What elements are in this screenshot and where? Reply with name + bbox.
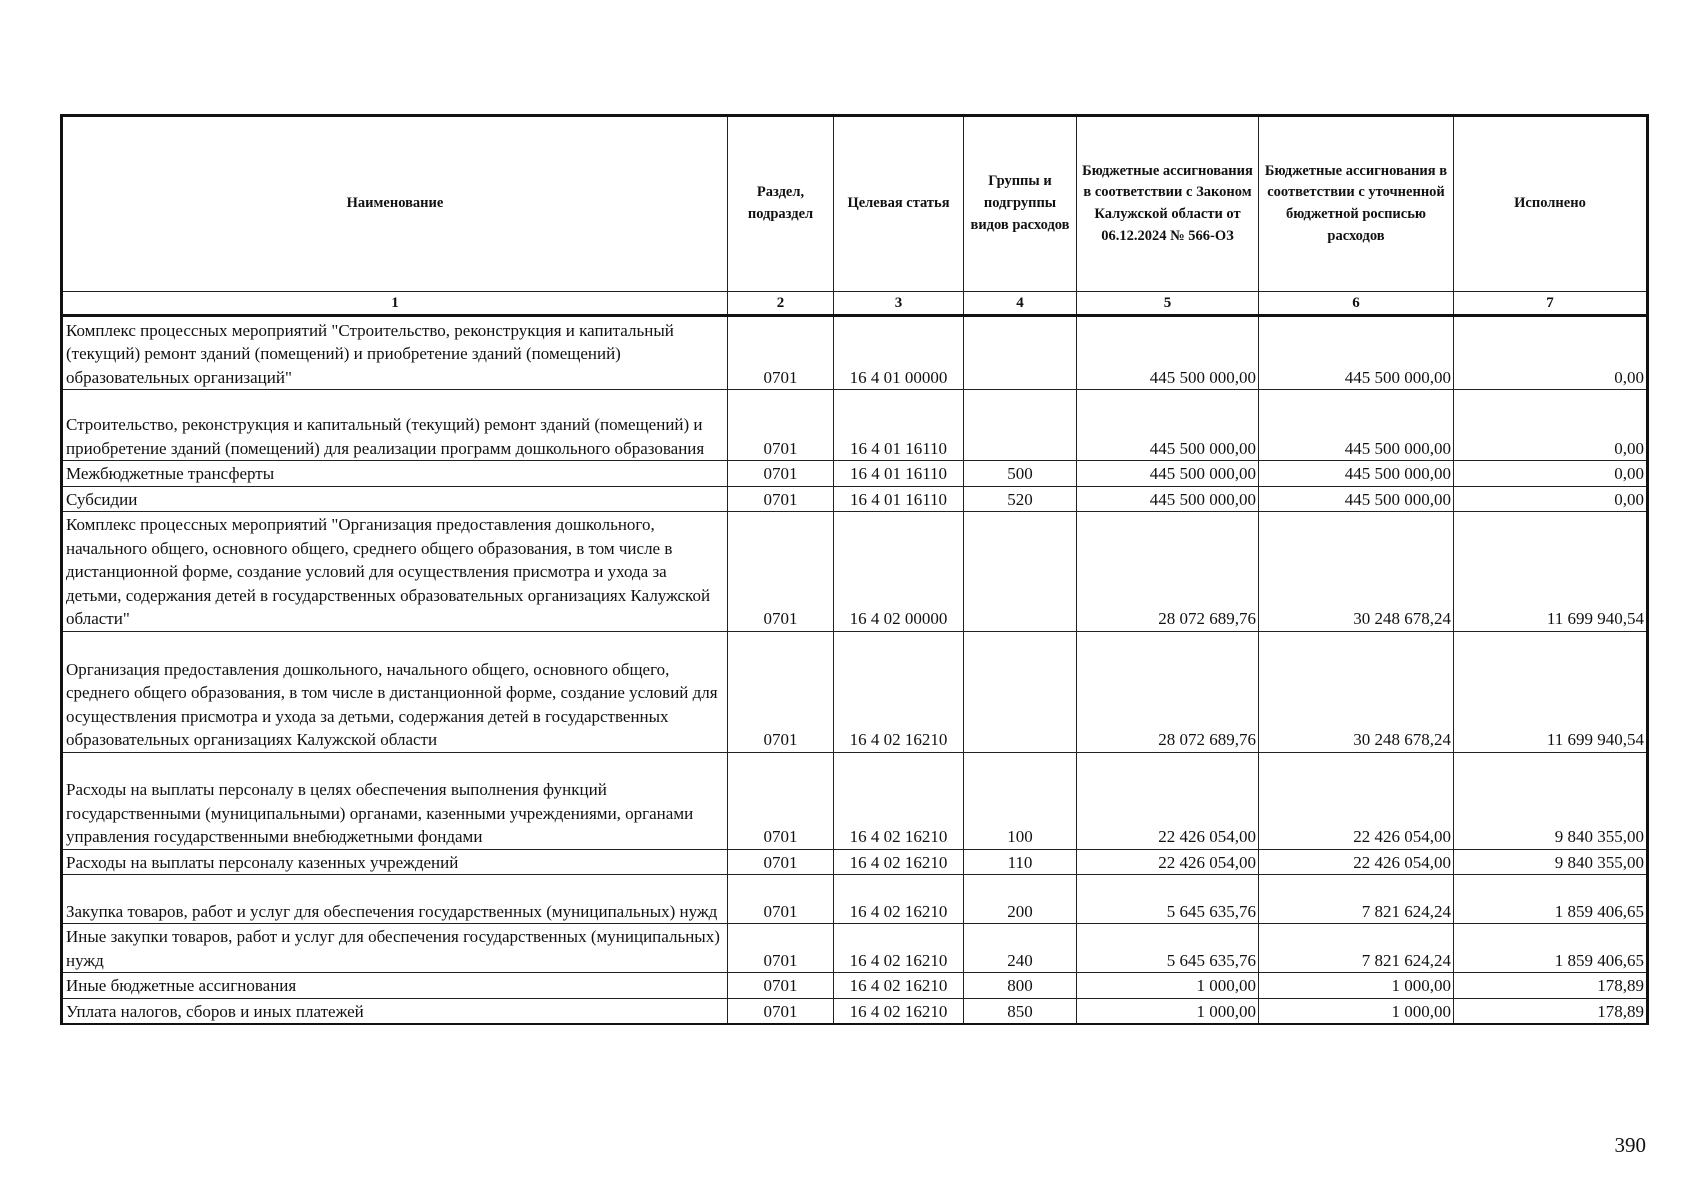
row-refined-amount: 30 248 678,24 xyxy=(1259,512,1454,632)
column-number: 6 xyxy=(1259,292,1454,316)
table-row xyxy=(62,486,1648,512)
row-target-article: 16 4 02 00000 xyxy=(834,512,964,632)
row-expense-group: 200 xyxy=(964,875,1077,924)
row-expense-group: 800 xyxy=(964,973,1077,999)
row-section: 0701 xyxy=(728,631,834,752)
column-number: 1 xyxy=(62,292,728,316)
row-expense-group: 850 xyxy=(964,998,1077,1024)
row-refined-amount: 445 500 000,00 xyxy=(1259,316,1454,390)
row-law-amount: 22 426 054,00 xyxy=(1077,849,1259,875)
row-section: 0701 xyxy=(728,998,834,1024)
row-law-amount: 445 500 000,00 xyxy=(1077,316,1259,390)
row-executed-amount: 1 859 406,65 xyxy=(1454,924,1648,973)
row-name: Строительство, реконструкция и капитальный (текущий) ремонт зданий (помещений) и приобретение зданий (помещений) для реализации программ дошкольного образования xyxy=(62,390,728,461)
row-executed-amount: 0,00 xyxy=(1454,486,1648,512)
row-section: 0701 xyxy=(728,849,834,875)
table-row xyxy=(62,461,1648,487)
row-expense-group xyxy=(964,316,1077,390)
row-target-article: 16 4 01 00000 xyxy=(834,316,964,390)
row-law-amount: 5 645 635,76 xyxy=(1077,924,1259,973)
row-section: 0701 xyxy=(728,924,834,973)
row-expense-group xyxy=(964,390,1077,461)
header-refined-allocations: Бюджетные ассигнования в соответствии с уточненной бюджетной росписью расходов xyxy=(1259,116,1454,292)
row-name: Иные бюджетные ассигнования xyxy=(62,973,728,999)
row-law-amount: 445 500 000,00 xyxy=(1077,486,1259,512)
row-target-article: 16 4 01 16110 xyxy=(834,390,964,461)
row-expense-group: 240 xyxy=(964,924,1077,973)
row-executed-amount: 0,00 xyxy=(1454,390,1648,461)
row-law-amount: 1 000,00 xyxy=(1077,973,1259,999)
header-target-article: Целевая статья xyxy=(834,116,964,292)
table-row xyxy=(62,631,1648,752)
row-target-article: 16 4 02 16210 xyxy=(834,924,964,973)
row-name: Субсидии xyxy=(62,486,728,512)
row-refined-amount: 1 000,00 xyxy=(1259,973,1454,999)
row-name: Расходы на выплаты персоналу в целях обеспечения выполнения функций государственными (муниципальными) органами, казенными учреждениями, органами управления государственными внебюджетными фондами xyxy=(62,752,728,849)
table-row xyxy=(62,973,1648,999)
row-refined-amount: 445 500 000,00 xyxy=(1259,486,1454,512)
table-row xyxy=(62,998,1648,1024)
row-target-article: 16 4 02 16210 xyxy=(834,973,964,999)
row-executed-amount: 11 699 940,54 xyxy=(1454,631,1648,752)
table-row xyxy=(62,849,1648,875)
row-section: 0701 xyxy=(728,512,834,632)
row-executed-amount: 0,00 xyxy=(1454,461,1648,487)
row-target-article: 16 4 01 16110 xyxy=(834,461,964,487)
row-law-amount: 22 426 054,00 xyxy=(1077,752,1259,849)
row-section: 0701 xyxy=(728,486,834,512)
row-section: 0701 xyxy=(728,390,834,461)
row-law-amount: 1 000,00 xyxy=(1077,998,1259,1024)
header-law-allocations: Бюджетные ассигнования в соответствии с Законом Калужской области от 06.12.2024 № 566-ОЗ xyxy=(1077,116,1259,292)
row-expense-group xyxy=(964,512,1077,632)
row-target-article: 16 4 01 16110 xyxy=(834,486,964,512)
row-expense-group: 520 xyxy=(964,486,1077,512)
row-law-amount: 445 500 000,00 xyxy=(1077,390,1259,461)
column-number: 7 xyxy=(1454,292,1648,316)
row-name: Межбюджетные трансферты xyxy=(62,461,728,487)
row-section: 0701 xyxy=(728,875,834,924)
row-refined-amount: 445 500 000,00 xyxy=(1259,390,1454,461)
row-section: 0701 xyxy=(728,973,834,999)
row-refined-amount: 30 248 678,24 xyxy=(1259,631,1454,752)
row-law-amount: 445 500 000,00 xyxy=(1077,461,1259,487)
header-executed: Исполнено xyxy=(1454,116,1648,292)
row-executed-amount: 9 840 355,00 xyxy=(1454,849,1648,875)
budget-execution-table xyxy=(60,114,1649,1025)
table-row xyxy=(62,316,1648,390)
row-name: Комплекс процессных мероприятий "Организация предоставления дошкольного, начального общего, основного общего, среднего общего образования, в том числе в дистанционной форме, создание условий для осуществления присмотра и ухода за детьми, содержания детей в государственных образовательных организациях Калужской области" xyxy=(62,512,728,632)
row-section: 0701 xyxy=(728,461,834,487)
row-target-article: 16 4 02 16210 xyxy=(834,875,964,924)
row-name: Организация предоставления дошкольного, начального общего, основного общего, среднего общего образования, в том числе в дистанционной форме, создание условий для осуществления присмотра и ухода за детьми, содержания детей в государственных образовательных организациях Калужской области xyxy=(62,631,728,752)
page-number: 390 xyxy=(1614,1133,1646,1157)
row-target-article: 16 4 02 16210 xyxy=(834,998,964,1024)
header-row xyxy=(62,116,1648,292)
row-refined-amount: 7 821 624,24 xyxy=(1259,924,1454,973)
row-target-article: 16 4 02 16210 xyxy=(834,849,964,875)
header-section: Раздел, подраздел xyxy=(728,116,834,292)
row-executed-amount: 178,89 xyxy=(1454,998,1648,1024)
column-number: 3 xyxy=(834,292,964,316)
row-expense-group: 500 xyxy=(964,461,1077,487)
row-target-article: 16 4 02 16210 xyxy=(834,752,964,849)
row-refined-amount: 7 821 624,24 xyxy=(1259,875,1454,924)
column-number: 4 xyxy=(964,292,1077,316)
table-row xyxy=(62,512,1648,632)
column-number-row xyxy=(62,292,1648,316)
row-name: Расходы на выплаты персоналу казенных учреждений xyxy=(62,849,728,875)
header-name: Наименование xyxy=(62,116,728,292)
row-executed-amount: 178,89 xyxy=(1454,973,1648,999)
row-name: Уплата налогов, сборов и иных платежей xyxy=(62,998,728,1024)
row-name: Комплекс процессных мероприятий "Строительство, реконструкция и капитальный (текущий) ремонт зданий (помещений) и приобретение зданий (помещений) образовательных организаций" xyxy=(62,316,728,390)
column-number: 5 xyxy=(1077,292,1259,316)
row-law-amount: 28 072 689,76 xyxy=(1077,512,1259,632)
table-row xyxy=(62,752,1648,849)
row-refined-amount: 445 500 000,00 xyxy=(1259,461,1454,487)
row-section: 0701 xyxy=(728,316,834,390)
table-row xyxy=(62,875,1648,924)
table-row xyxy=(62,924,1648,973)
row-expense-group xyxy=(964,631,1077,752)
row-executed-amount: 1 859 406,65 xyxy=(1454,875,1648,924)
table-row xyxy=(62,390,1648,461)
header-expense-groups: Группы и подгруппы видов расходов xyxy=(964,116,1077,292)
row-refined-amount: 22 426 054,00 xyxy=(1259,849,1454,875)
row-executed-amount: 9 840 355,00 xyxy=(1454,752,1648,849)
row-name: Иные закупки товаров, работ и услуг для обеспечения государственных (муниципальных) нужд xyxy=(62,924,728,973)
row-expense-group: 100 xyxy=(964,752,1077,849)
row-refined-amount: 22 426 054,00 xyxy=(1259,752,1454,849)
row-executed-amount: 11 699 940,54 xyxy=(1454,512,1648,632)
row-law-amount: 28 072 689,76 xyxy=(1077,631,1259,752)
row-law-amount: 5 645 635,76 xyxy=(1077,875,1259,924)
row-refined-amount: 1 000,00 xyxy=(1259,998,1454,1024)
row-expense-group: 110 xyxy=(964,849,1077,875)
row-section: 0701 xyxy=(728,752,834,849)
row-target-article: 16 4 02 16210 xyxy=(834,631,964,752)
row-name: Закупка товаров, работ и услуг для обеспечения государственных (муниципальных) нужд xyxy=(62,875,728,924)
column-number: 2 xyxy=(728,292,834,316)
row-executed-amount: 0,00 xyxy=(1454,316,1648,390)
budget-table-sheet xyxy=(60,114,1646,1025)
